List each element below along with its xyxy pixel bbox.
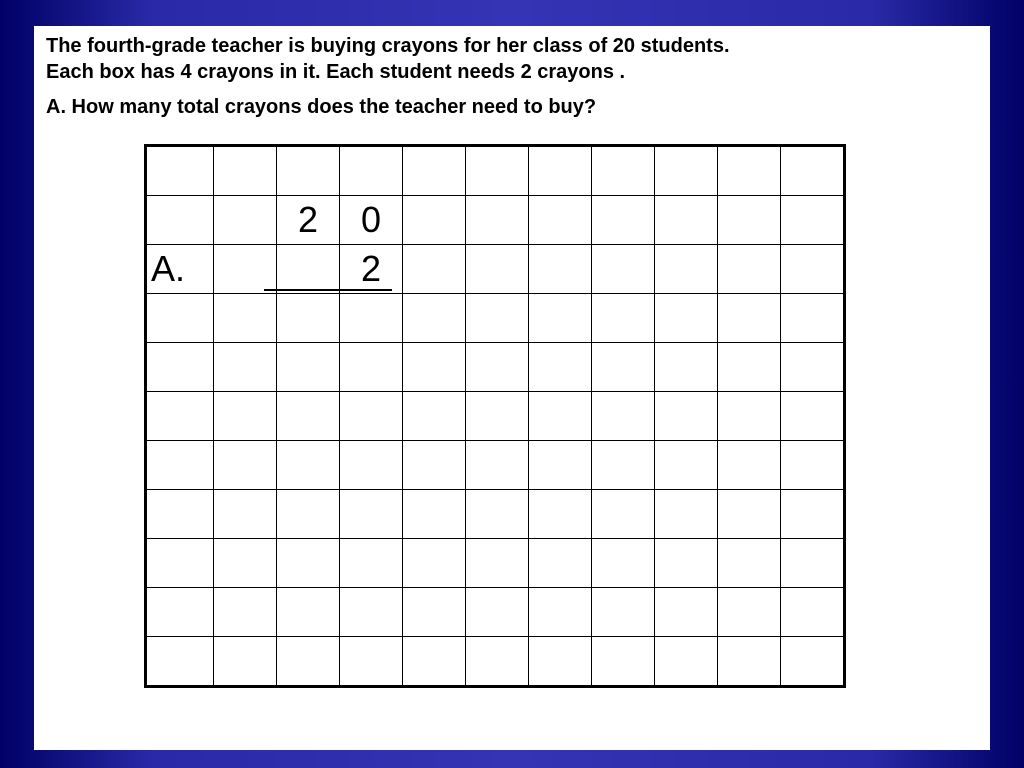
grid-cell [781,539,845,588]
grid-cell [340,343,403,392]
grid-cell [781,588,845,637]
grid-row [146,637,845,687]
grid-cell [592,343,655,392]
grid-cell [214,539,277,588]
grid-row [146,441,845,490]
grid-cell [718,392,781,441]
grid-cell [403,392,466,441]
grid-cell [146,441,214,490]
grid-cell [146,539,214,588]
grid-cell: 2 [340,245,403,294]
grid-cell [214,196,277,245]
grid-cell [781,196,845,245]
grid-cell [214,294,277,343]
work-grid [144,144,846,688]
problem-line-1: The fourth-grade teacher is buying crayons for her class of 20 students. [46,35,730,57]
grid-row [146,343,845,392]
grid-cell [718,343,781,392]
grid-cell [781,146,845,196]
grid-cell [529,343,592,392]
grid-cell [781,343,845,392]
grid-cell [718,490,781,539]
grid-cell [277,637,340,687]
grid-cell [655,490,718,539]
grid-cell [592,441,655,490]
grid-cell [214,245,277,294]
grid-cell [592,245,655,294]
grid-cell [214,441,277,490]
grid-cell [529,539,592,588]
grid-cell [781,637,845,687]
grid-row [146,245,845,294]
grid-cell [592,539,655,588]
grid-cell [655,196,718,245]
grid-cell [529,637,592,687]
grid-cell [655,637,718,687]
grid-cell [277,441,340,490]
grid-cell [655,146,718,196]
grid-cell [718,637,781,687]
grid-cell [403,441,466,490]
grid-cell [718,245,781,294]
grid-cell [529,441,592,490]
grid-cell [340,637,403,687]
grid-cell [529,588,592,637]
grid-cell [340,539,403,588]
grid-cell [340,146,403,196]
grid-cell [277,343,340,392]
grid-cell [655,539,718,588]
grid-cell [655,294,718,343]
grid-cell [655,392,718,441]
slide [34,26,990,750]
grid-cell [146,637,214,687]
grid-cell [718,441,781,490]
grid-cell [592,490,655,539]
grid-cell [146,343,214,392]
grid-cell [340,441,403,490]
grid-cell [403,294,466,343]
grid-cell [781,294,845,343]
grid-cell [592,294,655,343]
grid-cell [529,294,592,343]
grid-cell [214,343,277,392]
grid-cell: 0 [340,196,403,245]
grid-cell [403,588,466,637]
grid-cell [592,196,655,245]
grid-cell [277,490,340,539]
grid-cell [403,245,466,294]
grid-cell [340,588,403,637]
grid-row [146,196,845,245]
grid-cell [655,588,718,637]
grid-cell [403,196,466,245]
grid-row [146,539,845,588]
grid-cell [403,637,466,687]
grid-cell [466,637,529,687]
grid-cell [466,294,529,343]
grid-cell: A. [146,245,214,294]
grid-cell [781,490,845,539]
grid-row [146,146,845,196]
grid-cell [466,146,529,196]
grid-cell [403,490,466,539]
multiplication-underline [264,289,392,291]
grid-cell [718,294,781,343]
grid-cell [466,343,529,392]
question-a: A. How many total crayons does the teacher need to buy? [46,96,597,118]
grid-cell [781,245,845,294]
grid-cell: 2 [277,196,340,245]
grid-cell [781,392,845,441]
grid-cell [214,637,277,687]
grid-cell [592,392,655,441]
grid-cell [466,588,529,637]
grid-cell [277,588,340,637]
grid-cell [146,146,214,196]
grid-cell [529,245,592,294]
grid-cell [146,588,214,637]
grid-cell [529,490,592,539]
grid-cell [214,392,277,441]
grid-cell [277,392,340,441]
grid-row [146,392,845,441]
problem-line-2: Each box has 4 crayons in it. Each student needs 2 crayons . [46,61,626,83]
grid-cell [529,196,592,245]
grid-cell [466,539,529,588]
grid-cell [718,539,781,588]
grid-cell [781,441,845,490]
grid-cell [214,146,277,196]
grid-cell [466,490,529,539]
grid-cell [340,294,403,343]
grid-row [146,294,845,343]
grid-cell [655,245,718,294]
grid-cell [403,539,466,588]
grid-row [146,490,845,539]
grid-cell [277,539,340,588]
grid-cell [592,637,655,687]
grid-cell [529,146,592,196]
grid-cell [466,245,529,294]
grid-cell [655,441,718,490]
grid-cell [718,196,781,245]
grid-cell [403,146,466,196]
grid-cell [146,294,214,343]
grid-cell [146,490,214,539]
grid-cell [146,196,214,245]
grid-cell [718,588,781,637]
grid-cell [718,146,781,196]
grid-row [146,588,845,637]
grid-cell [277,245,340,294]
grid-cell [529,392,592,441]
grid-cell [277,294,340,343]
grid-cell [340,392,403,441]
grid-cell [214,490,277,539]
grid-cell [277,146,340,196]
grid-cell [403,343,466,392]
grid-cell [592,146,655,196]
grid-cell [214,588,277,637]
grid-cell [466,441,529,490]
grid-cell [466,392,529,441]
grid-cell [340,490,403,539]
grid-cell [655,343,718,392]
grid-cell [592,588,655,637]
grid-cell [466,196,529,245]
grid-cell [146,392,214,441]
